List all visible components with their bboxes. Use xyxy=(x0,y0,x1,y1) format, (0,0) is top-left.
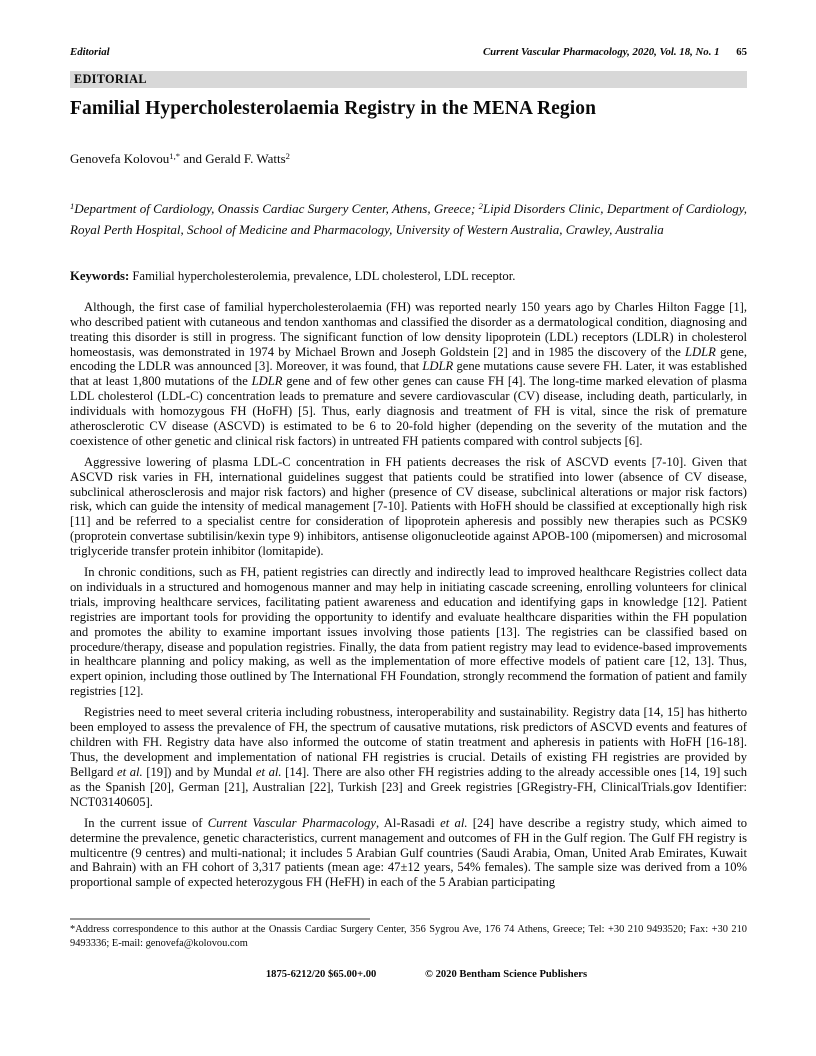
authors-line: Genovefa Kolovou$^{1,*}$ and Gerald F. Watts$^2$ xyxy=(70,151,290,166)
footnote-divider xyxy=(70,918,370,920)
keywords-line: Keywords: Familial hypercholesterolemia, prevalence, LDL cholesterol, LDL receptor. xyxy=(70,269,516,283)
running-header xyxy=(70,46,747,58)
running-head-right xyxy=(483,46,747,58)
body-paragraph-3: In chronic conditions, such as FH, patient registries can directly and indirectly lead to improved healthcare Registries collect data on individuals in a structured and homogenous manner and may help in initiating cascade screening, enrolling volunteers for clinical trials, improving healthcare services, facilitating patient awareness and education and identifying gaps in knowledge [12]. Patient registries are important tools for providing the opportunity to identify and evaluate healthcare disparities within the FH population and promotes the ability to examine important issues involving those patients [13]. The registries can be classified based on procedure/therapy, disease and population registries. Finally, the data from patient registry may lead to evidence-based improvements in healthcare planning and policy making, as well as the implementation of more effective models of patient care [12, 13]. Thus, expert opinion, including those outlined by The International FH Foundation, strongly recommend the formation of patient and family registries [12]. xyxy=(70,565,747,699)
editorial-banner: EDITORIAL xyxy=(70,71,747,88)
article-title: Familial Hypercholesterolaemia Registry in the MENA Region xyxy=(70,98,597,119)
body-paragraph-5: In the current issue of Current Vascular Pharmacology, Al-Rasadi et al. [24] have describe a registry study, which aimed to determine the prevalence, genetic characteristics, current management and outcomes of FH in the Gulf region. The Gulf FH registry is multicentre (9 centres) and multi-national; it includes 5 Arabian Gulf countries (Saudi Arabia, Oman, United Arab Emirates, Kuwait and Bahrain) with an FH cohort of 3,317 patients (mean age: 47±12 years, 54% females). The sample size was derived from a 10% proportional sample of expected heterozygous FH (HeFH) in each of the 5 Arabian participating xyxy=(70,815,747,890)
page-footer xyxy=(88,969,765,980)
correspondence-footnote: *Address correspondence to this author at the Onassis Cardiac Surgery Center, 356 Sygrou Ave, 176 74 Athens, Greece; Tel: +30 210 9493520; Fax: +30 210 9493336; E-mail: genovefa@kolovou.com xyxy=(70,924,747,949)
footer-issn-price: 1875-6212/20 $65.00+.00 xyxy=(265,969,377,980)
journal-citation: Current Vascular Pharmacology, 2020, Vol. 18, No. 1 xyxy=(482,46,720,58)
affiliation: $^1$Department of Cardiology, Onassis Cardiac Surgery Center, Athens, Greece; $^2$Lipid Disorders Clinic, Department of Cardiology, Royal Perth Hospital, School of Medicine and Pharmacology, University of Western Australia, Crawley, Australia xyxy=(70,201,747,237)
running-head-section-label: Editorial xyxy=(70,46,110,58)
footer-copyright: © 2020 Bentham Science Publishers xyxy=(425,969,588,980)
page-number: 65 xyxy=(736,46,747,58)
body-paragraph-2: Aggressive lowering of plasma LDL-C concentration in FH patients decreases the risk of ASCVD events [7-10]. Given that ASCVD risk varies in FH, international guidelines suggest that patients could be stratified into lower (absence of CV disease, subclinical atherosclerosis and major risk factors) and higher (presence of CV disease, subclinical alterations or major risk factors) risk, which can guide the intensity of medical management [7-10]. Patients with HoFH should be classified at exceptionally high risk [11] and be referred to a specialist centre for consideration of lipoprotein apheresis and possibly new therapies such as PCSK9 (proprotein convertase subtilisin/kexin type 9) inhibitors, antisense oligonucleotide against APOB-100 (mipomersen) and microsomal triglyceride transfer protein inhibitor (lomitapide). xyxy=(70,454,747,558)
body-paragraph-1: Although, the first case of familial hypercholesterolaemia (FH) was reported nearly 150 years ago by Charles Hilton Fagge [1], who described patient with cutaneous and tendon xanthomas and classified the disorder as a dermatological condition, diagnosing and treating this disorder is still in progress. The significant function of low density lipoprotein (LDL) receptors (LDLR) in cholesterol homeostasis, was demonstrated in 1974 by Michael Brown and Joseph Goldstein [2] and in 1985 the discovery of the LDLR gene, encoding the LDLR was announced [3]. Moreover, it was found, that LDLR gene mutations cause severe FH. Later, it was established that at least 1,800 mutations of the LDLR gene and of few other genes can cause FH [4]. The long-time marked elevation of plasma LDL cholesterol (LDL-C) concentration leads to premature and severe cardiovascular (CV) disease, including death, particularly, in individuals with homozygous FH (HoFH) [5]. Thus, early diagnosis and treatment of FH is vital, since the risk of premature atherosclerotic CV disease (ASCVD) is estimated to be 6 to 20-fold higher (depending on the severity of the mutation and the coexistence of other genetic and clinical risk factors) in untreated FH patients compared with control subjects [6]. xyxy=(70,300,747,448)
body-paragraph-4: Registries need to meet several criteria including robustness, interoperability and sustainability. Registry data [14, 15] has hitherto been employed to assess the prevalence of FH, the spectrum of causative mutations, risk predictors of ASCVD events and features of children with FH. Registry data have also informed the outcome of statin treatment and apheresis in patients with HoFH [16-18]. Thus, the development and implementation of national FH registries is crucial. Details of existing FH registries are provided by Bellgard et al. [19]) and by Mundal et al. [14]. There are also other FH registries adding to the already accessible ones [14, 19] such as the Spanish [20], German [21], Australian [22], Turkish [23] and Greek registries [GRegistry-FH, ClinicalTrials.gov Identifier: NCT03140605]. xyxy=(70,705,748,809)
article-body xyxy=(70,300,747,897)
